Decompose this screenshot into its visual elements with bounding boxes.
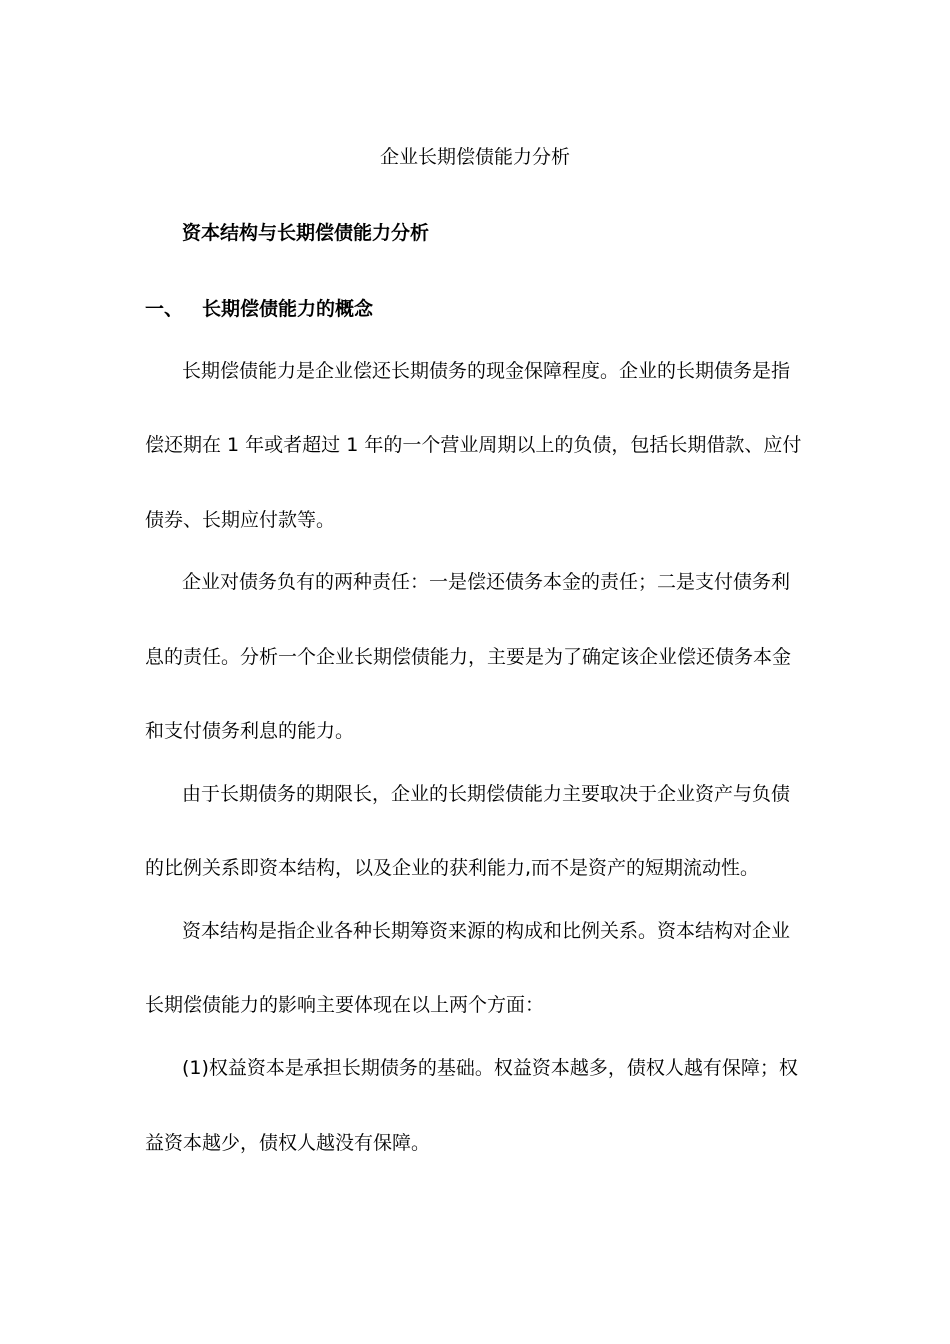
document-subtitle: 资本结构与长期偿债能力分析 [182,222,430,244]
paragraph-2-line-3: 和支付债务利息的能力。 [145,720,355,742]
section-number: 一、 [145,298,184,320]
document-title: 企业长期偿债能力分析 [379,146,570,168]
paragraph-5-line-1: (1)权益资本是承担长期债务的基础。权益资本越多，债权人越有保障；权 [182,1057,798,1079]
paragraph-4-line-1: 资本结构是指企业各种长期筹资来源的构成和比例关系。资本结构对企业 [182,920,791,942]
paragraph-2-line-1: 企业对债务负有的两种责任：一是偿还债务本金的责任；二是支付债务利 [182,571,791,593]
paragraph-4-line-2: 长期偿债能力的影响主要体现在以上两个方面： [145,994,545,1016]
paragraph-1-line-2: 偿还期在 1 年或者超过 1 年的一个营业周期以上的负债，包括长期借款、应付 [145,434,802,456]
section-heading: 长期偿债能力的概念 [202,298,374,320]
paragraph-3-line-1: 由于长期债务的期限长，企业的长期偿债能力主要取决于企业资产与负债 [182,783,791,805]
paragraph-1-line-3: 债券、长期应付款等。 [145,509,336,531]
paragraph-1-line-1: 长期偿债能力是企业偿还长期债务的现金保障程度。企业的长期债务是指 [182,360,791,382]
paragraph-5-line-2: 益资本越少，债权人越没有保障。 [145,1132,431,1154]
paragraph-3-line-2: 的比例关系即资本结构，以及企业的获利能力,而不是资产的短期流动性。 [145,857,760,879]
paragraph-2-line-2: 息的责任。分析一个企业长期偿债能力，主要是为了确定该企业偿还债务本金 [145,646,792,668]
